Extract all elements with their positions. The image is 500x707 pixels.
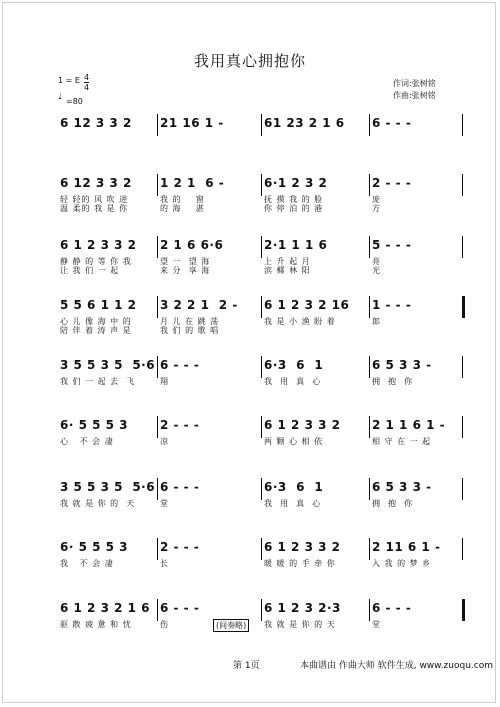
lyric-line-1: 亮: [372, 257, 381, 266]
page-number: 第 1页: [233, 661, 260, 671]
bar-line: [462, 478, 463, 500]
measure-notes: 6 5 3 3 -: [372, 358, 432, 372]
lyric-line-1: 我 就 是 你 的 天: [264, 620, 336, 629]
measure-notes: 3 5 5 3 5 5·6: [60, 358, 156, 372]
lyric-line-1: 郎: [372, 317, 381, 326]
bar-line: [261, 538, 262, 560]
bar-line: [157, 296, 158, 318]
lyric-line-1: 拥 抱 你: [372, 377, 414, 386]
lyric-line-2: 的 海 湛: [160, 204, 205, 213]
bar-line: [369, 416, 370, 438]
bar-line: [261, 599, 262, 621]
bar-line: [462, 538, 463, 560]
measure-notes: 5 5 6 1 1 2: [60, 298, 137, 312]
bar-line: [462, 174, 463, 196]
measure-notes: 6 1 2 3 2·3: [264, 601, 341, 615]
bar-line: [157, 478, 158, 500]
lyric-line-1: 我 用 真 心: [264, 499, 322, 508]
bar-line: [157, 114, 158, 136]
bar-line: [369, 478, 370, 500]
measure-notes: 3 5 5 3 5 5·6: [60, 480, 156, 494]
interlude-note: (间奏略): [213, 619, 249, 632]
measure-notes: 6·3 6 1: [264, 358, 324, 372]
bar-line: [261, 114, 262, 136]
quarter-note-icon: ♩: [58, 92, 63, 102]
measure-notes: 6 5 3 3 -: [372, 480, 432, 494]
bar-line: [462, 356, 463, 378]
measure-notes: 6·3 6 1: [264, 480, 324, 494]
lyric-line-1: 凉: [160, 437, 169, 446]
time-signature: 4 4: [84, 73, 90, 92]
lyric-line-1: 堂: [372, 620, 381, 629]
measure-notes: 6 12 3 3 2: [60, 176, 132, 190]
bar-line: [261, 416, 262, 438]
bar-line: [157, 174, 158, 196]
bar-line: [462, 416, 463, 438]
lyric-line-1: 暖 暖 的 手 牵 你: [264, 559, 336, 568]
measure-notes: 2 - - -: [372, 176, 412, 190]
bar-line: [261, 236, 262, 258]
lyric-line-1: 我 是 小 渔 盼 着: [264, 317, 336, 326]
bar-line: [369, 236, 370, 258]
lyric-line-2: 光: [372, 266, 381, 275]
lyric-line-1: 伤: [160, 620, 169, 629]
lyric-line-2: 我 们 的 歌 唱: [160, 326, 220, 335]
measure-notes: 3 2 2 1 2 -: [160, 298, 238, 312]
measure-notes: 6 - - -: [372, 601, 412, 615]
bar-line: [157, 416, 158, 438]
score-row: [0, 234, 500, 274]
lyric-line-2: 温 柔的 我 是 你: [60, 204, 129, 213]
lyric-line-1: 轻 轻的 风 吹 进: [60, 195, 129, 204]
lyric-line-1: 庞: [372, 195, 381, 204]
lyric-line-1: 静 静 的 等 你 我: [60, 257, 132, 266]
bar-line: [462, 599, 465, 621]
bar-line: [157, 538, 158, 560]
song-title: 我用真心拥抱你: [193, 52, 306, 70]
measure-notes: 61 23 2 1 6: [264, 116, 345, 130]
lyric-line-1: 驱 散 疲 惫 和 忧: [60, 620, 132, 629]
lyric-line-1: 长: [160, 559, 169, 568]
tempo-marking: =80: [66, 97, 83, 106]
bar-line: [157, 356, 158, 378]
bar-line: [261, 174, 262, 196]
lyric-line-1: 我 的 窗: [160, 195, 205, 204]
measure-notes: 2 1 1 6 1 -: [372, 418, 446, 432]
bar-line: [462, 296, 465, 318]
lyric-line-1: 我 用 真 心: [264, 377, 322, 386]
measure-notes: 6·1 2 3 2: [264, 176, 328, 190]
lyric-line-1: 我 不 会 凄: [60, 559, 114, 568]
lyric-line-2: 让 我 们 一 起: [60, 266, 120, 275]
bar-line: [462, 114, 463, 136]
lyric-line-2: 陪 伴 着 涛 声 是: [60, 326, 132, 335]
lyric-line-1: 望 一 望 海: [160, 257, 211, 266]
lyric-line-1: 心 儿 像 海 中 的: [60, 317, 132, 326]
bar-line: [462, 236, 463, 258]
measure-notes: 21 16 1 -: [160, 116, 224, 130]
generator-credit: 本曲谱由 作曲大师 软件生成, www.zuoqu.com: [300, 661, 493, 671]
measure-notes: 2·1 1 1 6: [264, 238, 328, 252]
measure-notes: 6· 5 5 5 3: [60, 540, 129, 554]
measure-notes: 6 12 3 3 2: [60, 116, 132, 130]
bar-line: [369, 599, 370, 621]
lyric-line-1: 我 就 是 你 的 天: [60, 499, 136, 508]
lyric-line-1: 月 儿 在 跳 荡: [160, 317, 220, 326]
measure-notes: 1 - - -: [372, 298, 412, 312]
bar-line: [157, 599, 158, 621]
measure-notes: 6· 5 5 5 3: [60, 418, 129, 432]
measure-notes: 6 1 2 3 3 2: [60, 238, 137, 252]
lyricist-credit: 作词:张树铭: [393, 79, 436, 88]
measure-notes: 6 1 2 3 2 1 6: [60, 601, 151, 615]
composer-credit: 作曲:张树铭: [393, 91, 436, 100]
lyric-line-1: 入 我 的 梦 乡: [372, 559, 432, 568]
measure-notes: 5 - - -: [372, 238, 412, 252]
bar-line: [369, 114, 370, 136]
measure-notes: 6 1 2 3 3 2: [264, 540, 341, 554]
lyric-line-1: 两 颗 心 相 依: [264, 437, 324, 446]
lyric-line-2: 滨 椰 林 阳: [264, 266, 311, 275]
bar-line: [157, 236, 158, 258]
bar-line: [261, 296, 262, 318]
bar-line: [369, 296, 370, 318]
measure-notes: 2 - - -: [160, 540, 200, 554]
score-row: [0, 172, 500, 212]
lyric-line-1: 相 守 在 一 起: [372, 437, 432, 446]
lyric-line-1: 拥 抱 你: [372, 499, 414, 508]
measure-notes: 6 - - -: [160, 601, 200, 615]
score-row: [0, 536, 500, 576]
lyric-line-2: 方: [372, 204, 381, 213]
score-row: [0, 294, 500, 334]
bar-line: [369, 538, 370, 560]
score-row: [0, 112, 500, 152]
score-row: [0, 414, 500, 454]
measure-notes: 6 - - -: [160, 480, 200, 494]
bar-line: [261, 478, 262, 500]
measure-notes: 6 - - -: [160, 358, 200, 372]
lyric-line-1: 上 升 起 月: [264, 257, 311, 266]
measure-notes: 2 11 6 1 -: [372, 540, 441, 554]
measure-notes: 2 - - -: [160, 418, 200, 432]
measure-notes: 6 - - -: [372, 116, 412, 130]
lyric-line-2: 你 停 泊 的 港: [264, 204, 324, 213]
lyric-line-1: 心 不 会 凄: [60, 437, 114, 446]
lyric-line-2: 来 分 享 海: [160, 266, 211, 275]
key-signature: 1 = E: [58, 76, 80, 85]
bar-line: [261, 356, 262, 378]
score-row: [0, 476, 500, 516]
measure-notes: 2 1 6 6·6: [160, 238, 224, 252]
measure-notes: 1 2 1 6 -: [160, 176, 225, 190]
measure-notes: 6 1 2 3 3 2: [264, 418, 341, 432]
bar-line: [369, 174, 370, 196]
measure-notes: 6 1 2 3 2 16: [264, 298, 350, 312]
score-row: [0, 597, 500, 637]
lyric-line-1: 抚 摸 我 的 脸: [264, 195, 324, 204]
bar-line: [369, 356, 370, 378]
score-row: [0, 354, 500, 394]
lyric-line-1: 堂: [160, 499, 169, 508]
lyric-line-1: 翔: [160, 377, 169, 386]
lyric-line-1: 我 们 一 起 去 飞: [60, 377, 136, 386]
